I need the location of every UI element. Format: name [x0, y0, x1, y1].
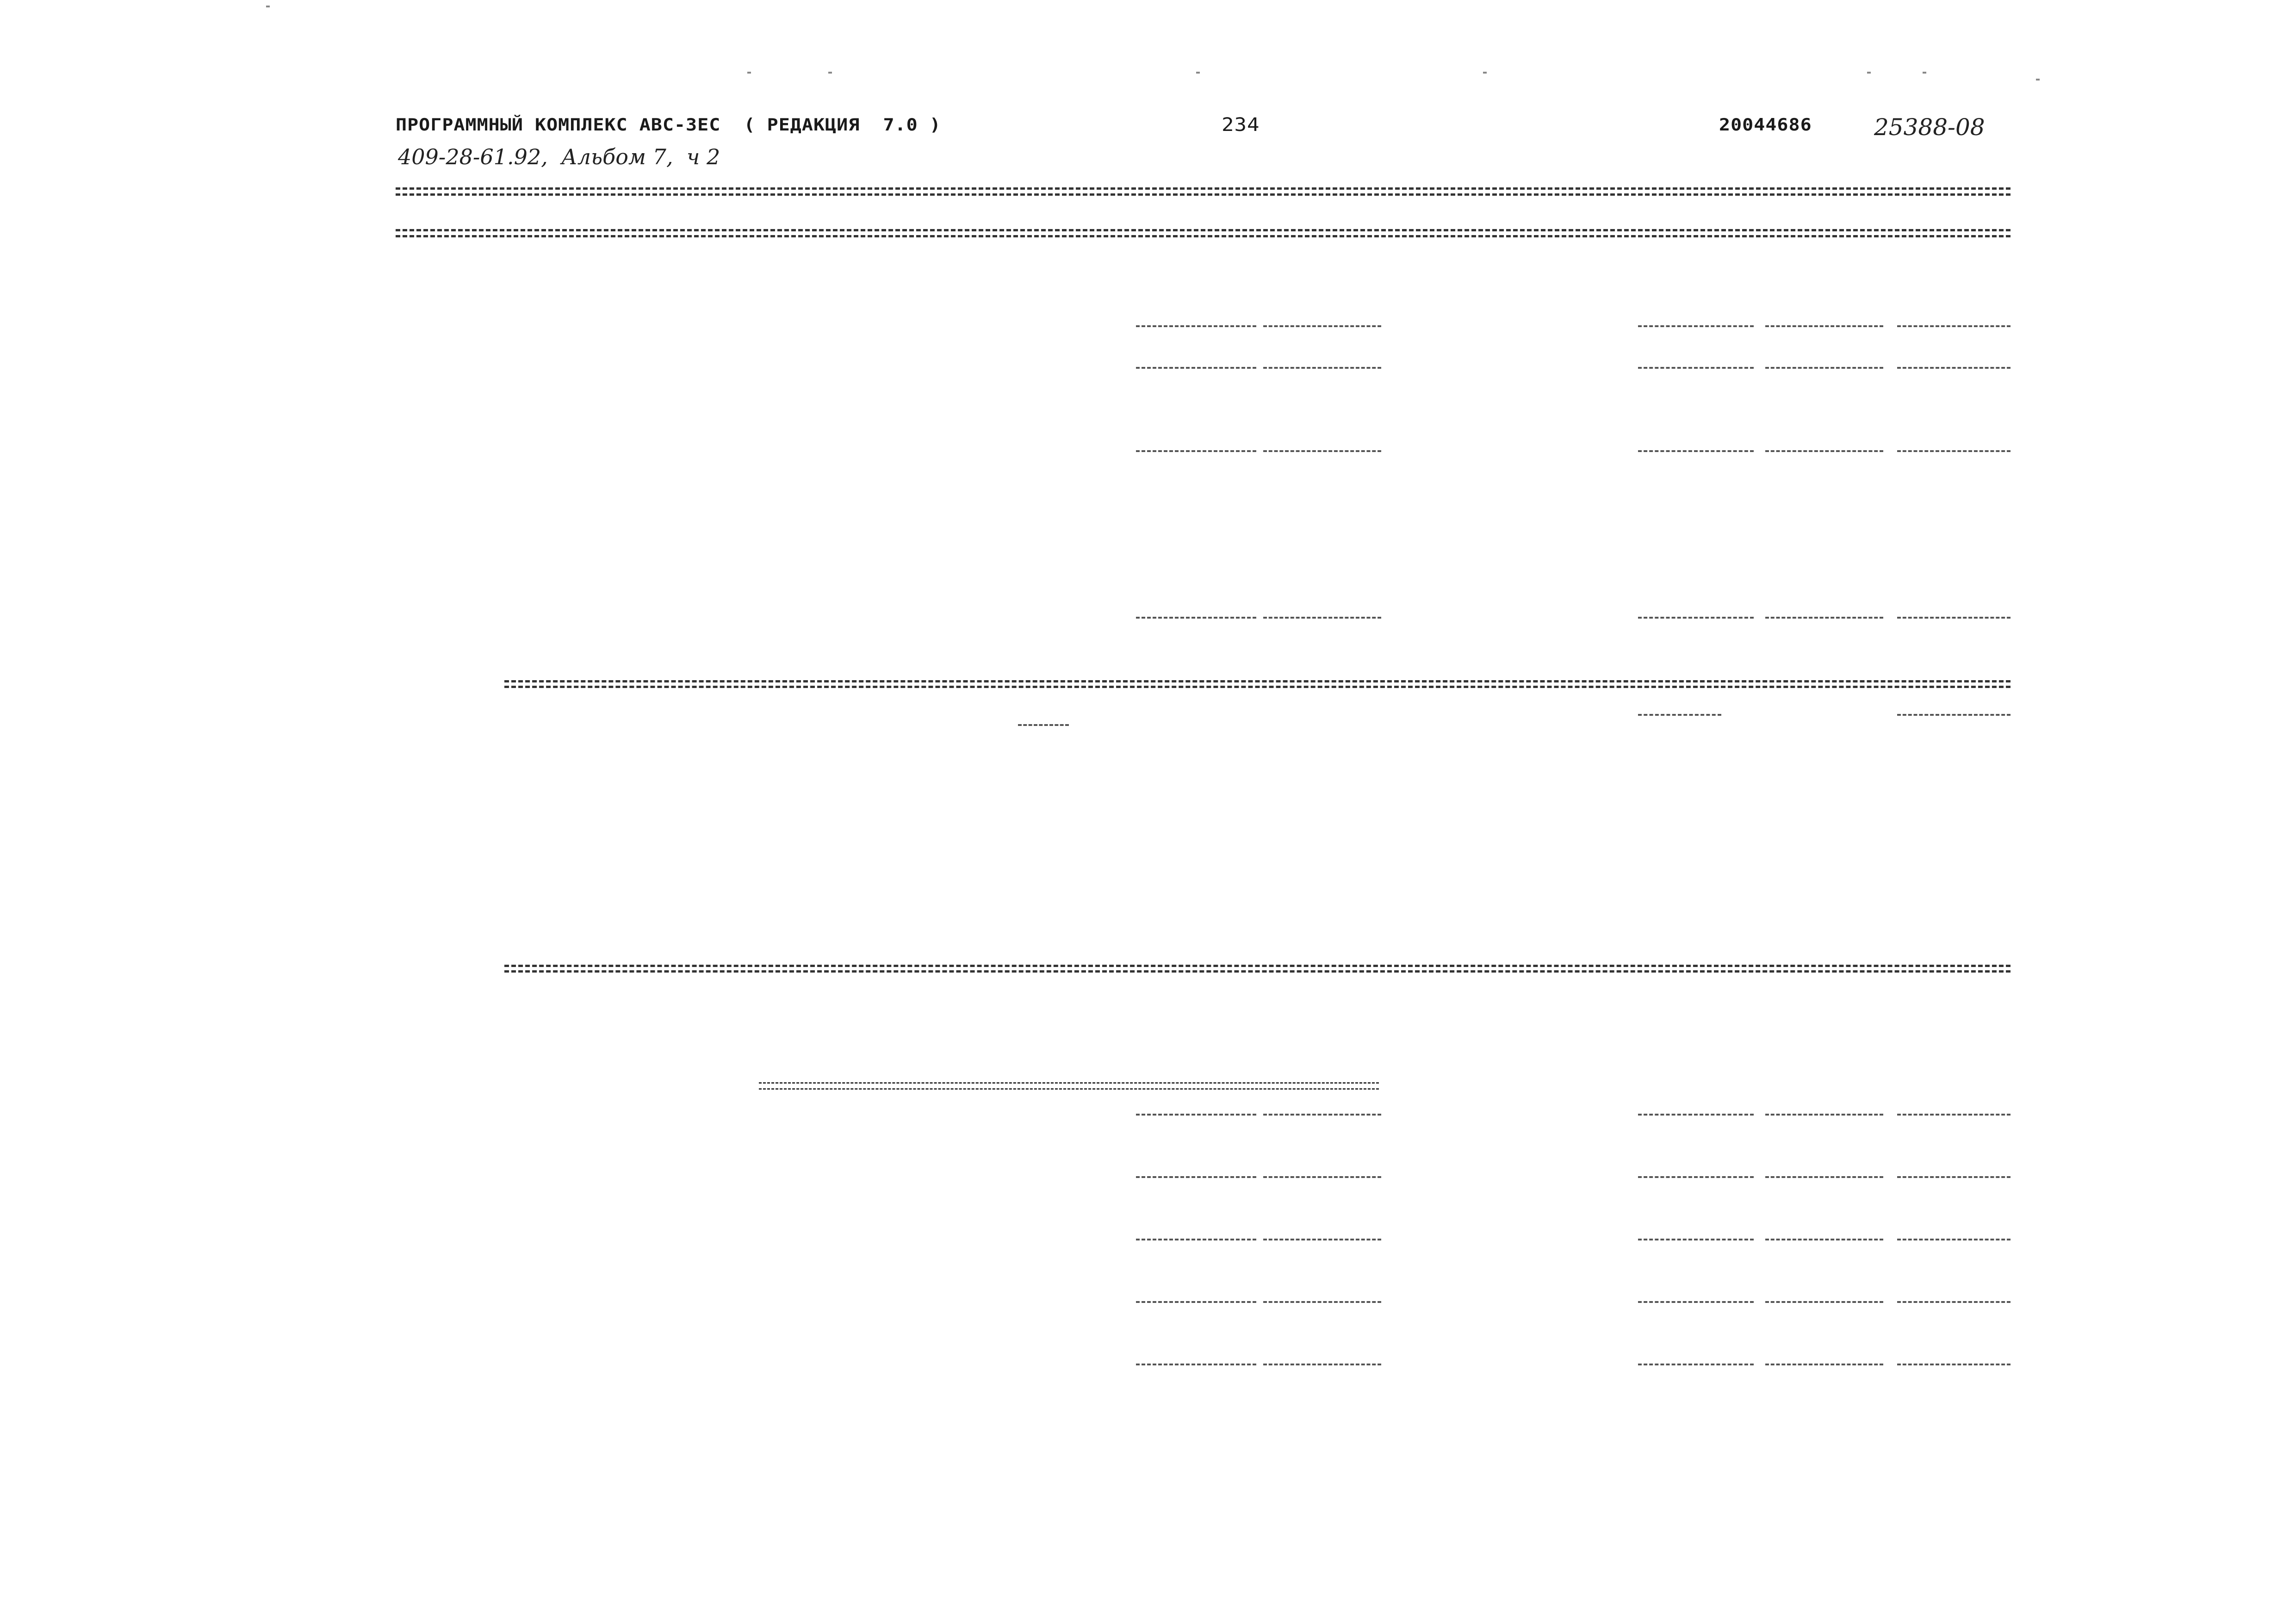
cell-underline [1765, 1364, 1883, 1365]
cell-underline [1136, 450, 1256, 452]
cell-underline [1263, 617, 1381, 619]
cell-underline [1897, 1301, 2011, 1303]
cell-underline [1638, 1301, 1754, 1303]
cell-underline [1765, 1176, 1883, 1178]
header-rule-top [396, 187, 2011, 190]
cell-underline [1263, 1239, 1381, 1240]
header-rule-top-2 [396, 193, 2011, 196]
scan-speck [1867, 72, 1871, 74]
doc-number-handwritten: 25388-08 [1874, 114, 1985, 141]
project-reference-handwritten: 409-28-61.92, Альбом 7, ч 2 [398, 144, 720, 169]
cell-underline [1136, 1364, 1256, 1365]
cell-underline [1638, 1364, 1754, 1365]
scan-speck [1923, 72, 1926, 74]
cell-underline [1897, 450, 2011, 452]
cell-underline [1638, 325, 1754, 327]
scan-speck [747, 72, 751, 74]
cell-underline [1897, 367, 2011, 369]
scan-speck [828, 72, 832, 74]
cell-underline [1897, 1114, 2011, 1116]
cell-underline [1897, 325, 2011, 327]
scan-speck [2036, 79, 2040, 81]
doc-code: 20044686 [1719, 115, 1812, 135]
cell-underline [1638, 1176, 1754, 1178]
cell-underline [1136, 1114, 1256, 1116]
scan-speck [1196, 72, 1200, 74]
cell-underline [1897, 1239, 2011, 1240]
header-rule-bottom-2 [396, 235, 2011, 237]
section-total-rule-2 [504, 686, 2011, 688]
cell-underline [1263, 450, 1381, 452]
cell-underline [1263, 1176, 1381, 1178]
summary-rule [504, 965, 2011, 967]
cell-underline [1765, 367, 1883, 369]
cell-underline [1136, 1239, 1256, 1240]
cell-underline [1638, 1239, 1754, 1240]
cell-underline [1136, 325, 1256, 327]
cell-underline [1136, 1176, 1256, 1178]
cell-underline [1638, 1114, 1754, 1116]
cell-underline [1765, 1301, 1883, 1303]
program-title: ПРОГРАММНЫЙ КОМПЛЕКС АВС-3ЕС ( РЕДАКЦИЯ 7.0 ) [396, 115, 941, 135]
cell-underline [1136, 367, 1256, 369]
cell-underline [1136, 1301, 1256, 1303]
section-total-rule [504, 680, 2011, 682]
cell-underline [1897, 617, 2011, 619]
cell-underline [1765, 450, 1883, 452]
cell-underline [1263, 1301, 1381, 1303]
cell-underline [1638, 367, 1754, 369]
scan-speck [266, 6, 270, 7]
cell-underline [1897, 1176, 2011, 1178]
cell-underline [1263, 1114, 1381, 1116]
cell-underline [1638, 450, 1754, 452]
cell-underline [1765, 325, 1883, 327]
page-number: 234 [1222, 114, 1260, 136]
cell-underline [1897, 714, 2011, 716]
cell-underline [1263, 325, 1381, 327]
header-rule-bottom [396, 229, 2011, 231]
cell-underline [1263, 1364, 1381, 1365]
cell-underline [1638, 714, 1721, 716]
cell-underline [1765, 1239, 1883, 1240]
scan-speck [1483, 72, 1487, 74]
cell-underline [1638, 617, 1754, 619]
cell-underline [1263, 367, 1381, 369]
cell-underline [1897, 1364, 2011, 1365]
unit-separator [1018, 724, 1069, 726]
cell-underline [1136, 617, 1256, 619]
cell-underline [1765, 1114, 1883, 1116]
section-4-title-underline [759, 1082, 1379, 1090]
summary-rule-2 [504, 970, 2011, 973]
cell-underline [1765, 617, 1883, 619]
